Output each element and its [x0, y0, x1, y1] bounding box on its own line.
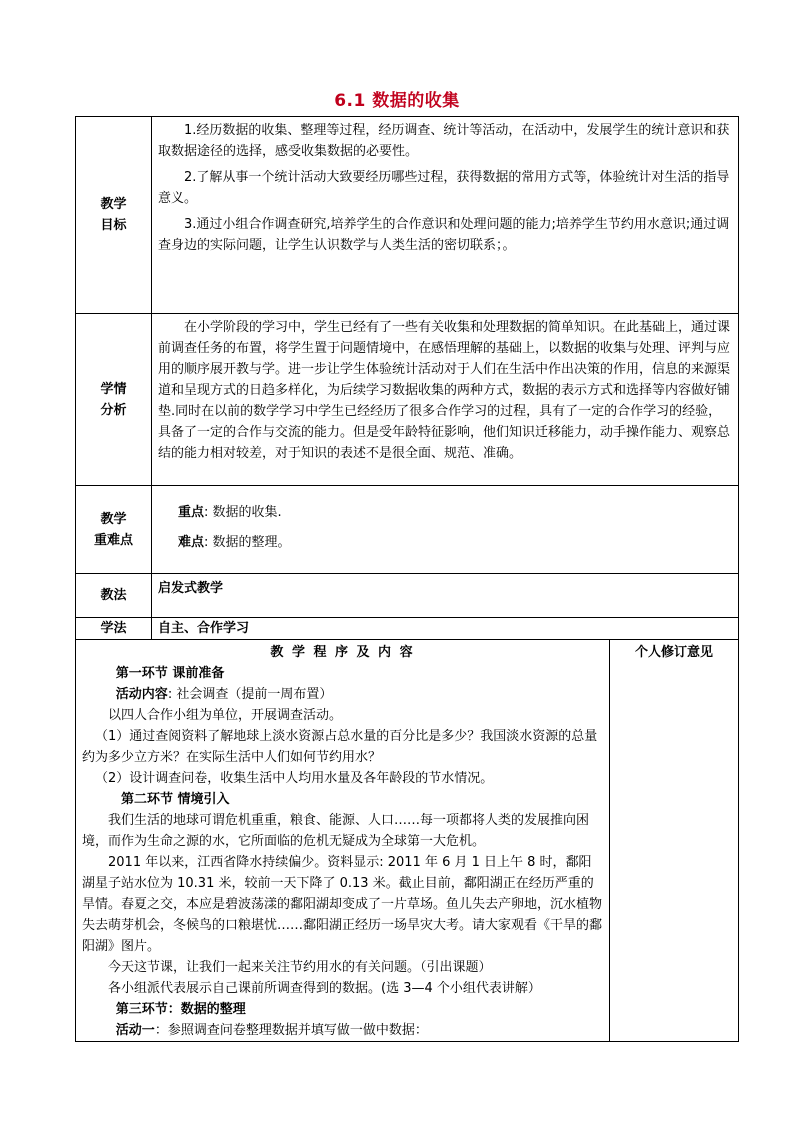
paragraph: 以四人合作小组为单位，开展调查活动。: [108, 708, 343, 723]
section-title: 第三环节：数据的整理: [115, 1002, 246, 1017]
procedure-content: [76, 640, 610, 1042]
keypoints-label: 教学 重难点: [76, 486, 152, 574]
activity-line: 活动一：参照调查问卷整理数据并填写做一做中数据：: [115, 1023, 428, 1038]
analysis-text: 在小学阶段的学习中，学生已经有了一些有关收集和处理数据的简单知识。在此基础上，通过课前调查任务的布置，将学生置于问题情境中，在感悟理解的基础上，以数据的收集与处理、评判与应用的顺序展开教与学。进一步让学生体验统计活动对于人们在生活中作出决策的作用，信息的来源渠道和呈现方式的日趋多样化，为后续学习数据收集的两种方式，数据的表示方式和选择等内容做好铺垫.同时在以前的数学学习中学生已经经历了很多合作学习的过程，具有了一定的合作学习的经验，具备了一定的合作与交流的能力。但是受年龄特征影响，他们知识迁移能力，动手操作能力、观察总结的能力相对较差，对于知识的表述不是很全面、规范、准确。: [158, 320, 731, 461]
learning-label: 学法: [76, 618, 152, 640]
paragraph: 各小组派代表展示自己课前所调查得到的数据。(选 3—4 个小组代表讲解）: [108, 981, 541, 996]
paragraph: （1）通过查阅资料了解地球上淡水资源占总水量的百分比是多少？我国淡水资源的总量约为多少立方米？在实际生活中人们如何节约用水？: [82, 729, 598, 765]
lesson-plan-table: [75, 116, 739, 1042]
method-label: 教法: [76, 574, 152, 618]
objective-item: 3.通过小组合作调查研究,培养学生的合作意识和处理问题的能力;培养学生节约用水意识;通过调查身边的实际问题，让学生认识数学与人类生活的密切联系；。: [158, 217, 730, 253]
difficult-point: 难点: 数据的整理。: [178, 535, 291, 550]
revision-header: 个人修订意见: [635, 645, 714, 660]
paragraph: 2011 年以来，江西省降水持续偏少。资料显示: 2011 年 6 月 1 日上午 8 时，鄱阳湖星子站水位为 10.31 米，较前一天下降了 0.13 米。截止目前，鄱阳湖正在经历严重的旱情。春夏之交，本应是碧波荡漾的鄱阳湖却变成了一片草场。鱼儿失去产卵地，沉水植物失去萌芽机会，冬候鸟的口粮堪忧……鄱阳湖正经历一场旱灾大考。请大家观看《干旱的鄱阳湖》图片。: [82, 855, 603, 954]
procedure-row: [76, 640, 739, 1042]
revision-column: [610, 640, 739, 1042]
objectives-label: 教学 目标: [76, 117, 152, 314]
objectives-content: [152, 117, 739, 314]
learning-value: 自主、合作学习: [152, 618, 739, 640]
procedure-header: 教 学 程 序 及 内 容: [270, 645, 415, 660]
method-row: [76, 574, 739, 618]
section-title: 第二环节 情境引入: [121, 792, 230, 807]
analysis-row: [76, 314, 739, 486]
section-title: 第一环节 课前准备: [115, 666, 225, 681]
paragraph: （2）设计调查问卷，收集生活中人均用水量及各年龄段的节水情况。: [95, 771, 494, 786]
key-point: 重点: 数据的收集.: [178, 505, 282, 520]
learning-row: [76, 618, 739, 640]
analysis-content: [152, 314, 739, 486]
objectives-row: [76, 117, 739, 314]
objective-item: 2.了解从事一个统计活动大致要经历哪些过程，获得数据的常用方式等，体验统计对生活的指导意义。: [158, 170, 730, 206]
paragraph: 今天这节课，让我们一起来关注节约用水的有关问题。（引出课题）: [108, 960, 492, 975]
analysis-label: 学情 分析: [76, 314, 152, 486]
paragraph: 我们生活的地球可谓危机重重，粮食、能源、人口……每一项都将人类的发展推向困境，而作为生命之源的水，它所面临的危机无疑成为全球第一大危机。: [82, 813, 590, 849]
method-value: 启发式教学: [152, 574, 739, 618]
keypoints-content: [152, 486, 739, 574]
objective-item: 1.经历数据的收集、整理等过程，经历调查、统计等活动，在活动中，发展学生的统计意识和获取数据途径的选择，感受收集数据的必要性。: [158, 123, 730, 159]
activity-line: 活动内容: 社会调查（提前一周布置）: [115, 687, 333, 702]
keypoints-row: [76, 486, 739, 574]
page-title: 6.1 数据的收集: [334, 91, 460, 111]
